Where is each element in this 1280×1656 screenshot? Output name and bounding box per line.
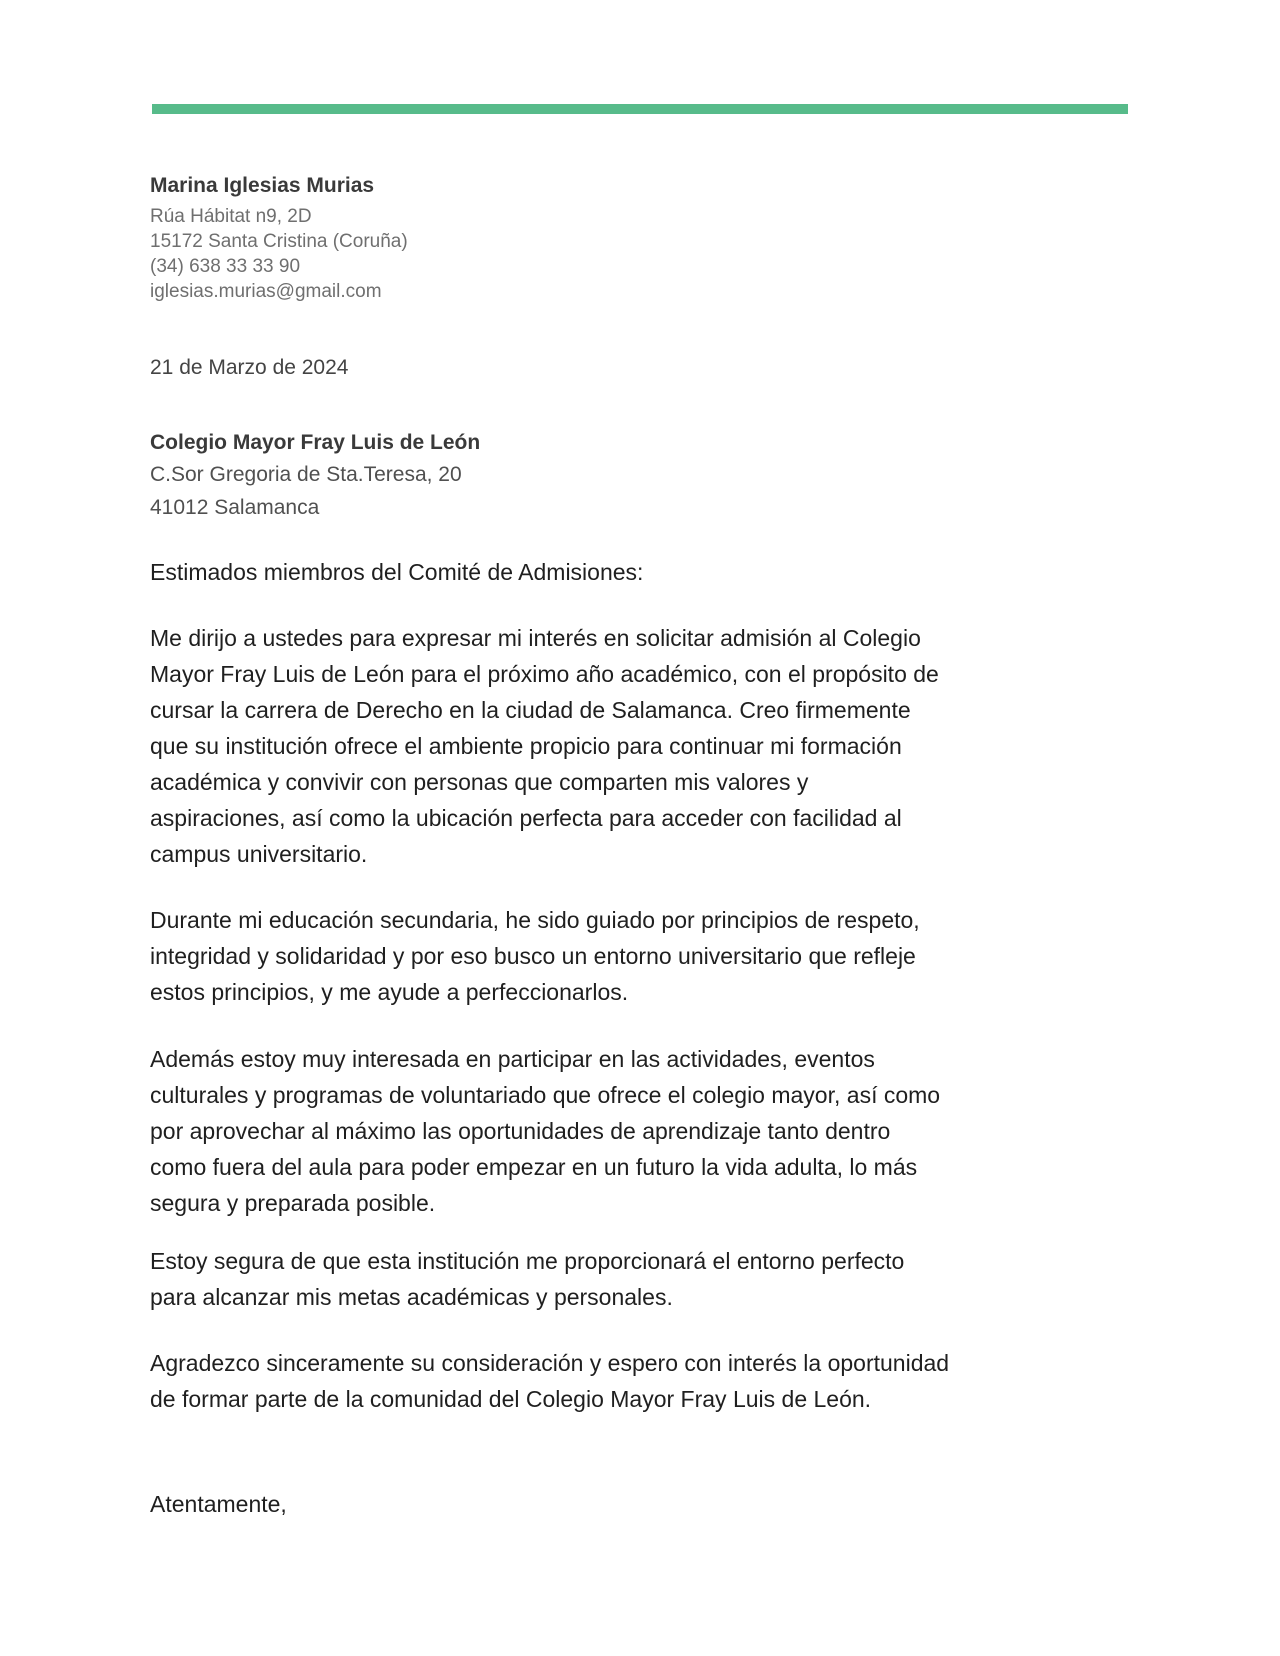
recipient-address-line-2: 41012 Salamanca (150, 496, 320, 519)
sender-address-line-2: 15172 Santa Cristina (Coruña) (150, 231, 408, 252)
letter-paragraph: Agradezco sinceramente su consideración y espero con interés la oportunidad de formar parte de la comunidad del Colegio Mayor Fray Luis de León. (150, 1350, 950, 1412)
sender-block (150, 172, 850, 304)
letter-paragraph: Estoy segura de que esta institución me proporcionará el entorno perfecto para alcanzar mis metas académicas y personales. (150, 1248, 905, 1310)
letter-paragraph: Además estoy muy interesada en participar en las actividades, eventos culturales y programas de voluntariado que ofrece el colegio mayor, así como por aprovechar al máximo las oportunidades de aprendizaje tanto dentro como fuera del aula para poder empezar en un futuro la vida adulta, lo más segura y preparada posible. (150, 1046, 941, 1216)
letter-paragraph: Me dirijo a ustedes para expresar mi interés en solicitar admisión al Colegio Mayor Fray Luis de León para el próximo año académico, con el propósito de cursar la carrera de Derecho en la ciudad de Salamanca. Creo firmemente que su institución ofrece el ambiente propicio para continuar mi formación académica y convivir con personas que comparten mis valores y aspiraciones, así como la ubicación perfecta para acceder con facilidad al campus universitario. (150, 625, 939, 867)
letter-paragraph: Durante mi educación secundaria, he sido guiado por principios de respeto, integridad y solidaridad y por eso busco un entorno universitario que refleje estos principios, y me ayude a perfeccionarlos. (150, 907, 920, 1005)
recipient-block (150, 428, 850, 524)
recipient-address-line-1: C.Sor Gregoria de Sta.Teresa, 20 (150, 463, 462, 486)
sender-phone: (34) 638 33 33 90 (150, 256, 301, 277)
recipient-name: Colegio Mayor Fray Luis de León (150, 431, 481, 454)
letter-date: 21 de Marzo de 2024 (150, 356, 349, 379)
header-accent-bar (152, 104, 1128, 114)
sender-address-line-1: Rúa Hábitat n9, 2D (150, 206, 312, 227)
letter-greeting: Estimados miembros del Comité de Admisiones: (150, 559, 644, 585)
letter-closing: Atentamente, (150, 1491, 287, 1517)
sender-email: iglesias.murias@gmail.com (150, 281, 382, 302)
sender-name: Marina Iglesias Murias (150, 174, 375, 197)
